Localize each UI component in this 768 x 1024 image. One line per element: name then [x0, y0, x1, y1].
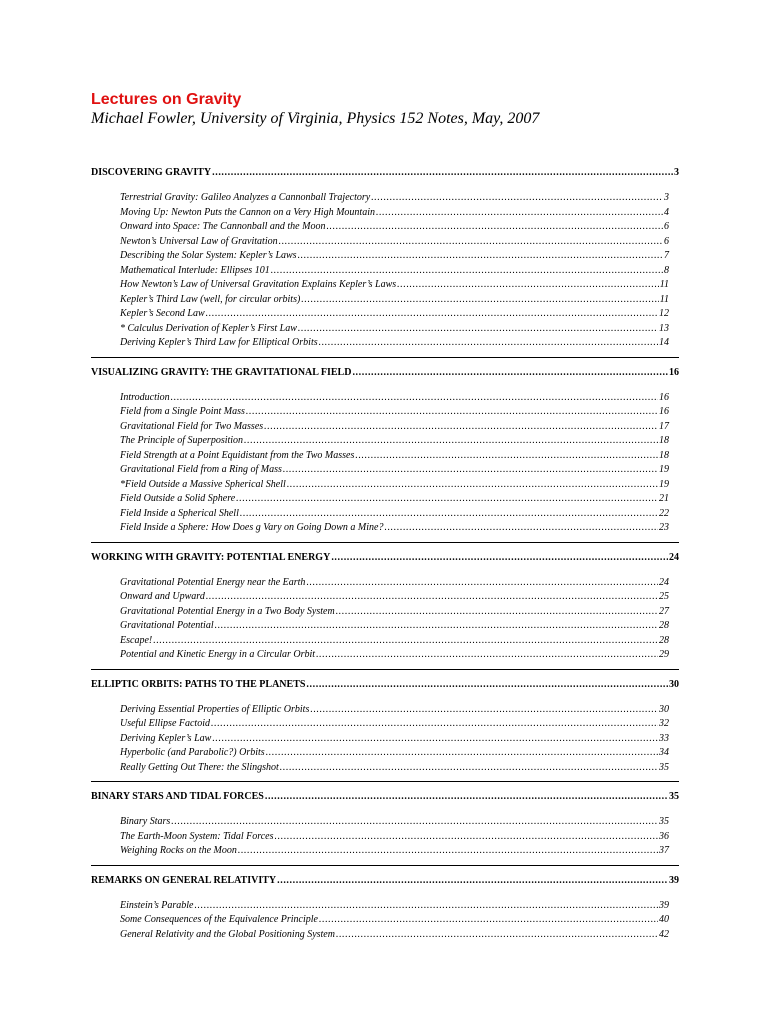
toc-subsection-entry[interactable]	[91, 648, 679, 663]
toc-leader-dots	[206, 590, 658, 605]
toc-subsection-entry[interactable]	[91, 844, 679, 859]
toc-leader-dots	[355, 449, 658, 464]
toc-leader-dots	[266, 746, 658, 761]
toc-subsection-title: Einstein’s Parable	[120, 899, 194, 911]
toc-subsection-entry[interactable]	[91, 307, 679, 322]
toc-subsection-page: 23	[659, 522, 669, 533]
toc-subsection-page: 40	[659, 914, 669, 925]
toc-leader-dots	[319, 336, 658, 351]
section-divider	[91, 357, 679, 358]
toc-leader-dots	[331, 551, 668, 565]
toc-subsection-title: Deriving Essential Properties of Elliptic Orbits	[120, 703, 310, 715]
toc-subsection-title: Gravitational Field from a Ring of Mass	[120, 464, 282, 475]
toc-subsection-title: Field Strength at a Point Equidistant from the Two Masses	[120, 449, 355, 461]
document-title: Lectures on Gravity	[91, 91, 242, 108]
toc-subsection-title: Onward and Upward	[120, 591, 205, 602]
toc-chapter-page: 16	[669, 366, 679, 378]
toc-subsection-entry[interactable]	[91, 619, 679, 634]
toc-subsection-title: Really Getting Out There: the Slingshot	[120, 761, 279, 773]
toc-subsection-page: 27	[659, 605, 669, 617]
toc-subsection-title: Field Outside a Solid Sphere	[120, 493, 236, 504]
toc-subsection-title: Gravitational Field for Two Masses	[120, 420, 264, 432]
toc-subsection-page: 24	[659, 576, 669, 588]
toc-chapter-page: 30	[669, 678, 679, 690]
toc-subsection-entry[interactable]	[91, 264, 679, 279]
toc-leader-dots	[298, 249, 663, 264]
toc-leader-dots	[271, 264, 663, 279]
toc-leader-dots	[171, 391, 658, 406]
toc-subsection-title: Kepler’s Second Law	[120, 308, 205, 319]
toc-subsection-page: 13	[659, 322, 669, 334]
toc-subsection-page: 28	[659, 620, 669, 631]
toc-subsection-title: Onward into Space: The Cannonball and the Moon	[120, 221, 326, 232]
toc-subsection-entry[interactable]	[91, 521, 679, 536]
toc-subsection-page: 35	[659, 761, 669, 773]
toc-leader-dots	[244, 434, 658, 449]
toc-leader-dots	[279, 235, 663, 250]
toc-subsection-entry[interactable]	[91, 449, 679, 464]
toc-leader-dots	[376, 206, 663, 221]
toc-subsection-entry[interactable]	[91, 507, 679, 522]
toc-subsection-page: 18	[659, 449, 669, 461]
toc-chapter-entry[interactable]	[91, 551, 679, 565]
toc-leader-dots	[236, 492, 658, 507]
toc-subsection-entry[interactable]	[91, 235, 679, 250]
toc-chapter-page: 39	[669, 874, 679, 886]
toc-chapter-page: 3	[674, 167, 679, 178]
toc-subsection-entry[interactable]	[91, 899, 679, 914]
toc-subsection-entry[interactable]	[91, 478, 679, 493]
toc-subsection-page: 21	[659, 493, 669, 504]
toc-chapter-entry[interactable]	[91, 166, 679, 180]
toc-leader-dots	[206, 307, 658, 322]
toc-subsection-entry[interactable]	[91, 576, 679, 591]
toc-subsection-title: Some Consequences of the Equivalence Principle	[120, 914, 318, 925]
toc-subsection-entry[interactable]	[91, 391, 679, 406]
toc-subsection-entry[interactable]	[91, 420, 679, 435]
section-divider	[91, 781, 679, 782]
toc-leader-dots	[171, 815, 658, 830]
toc-subsection-title: Gravitational Potential Energy in a Two Body System	[120, 605, 335, 617]
toc-subsection-entry[interactable]	[91, 278, 679, 293]
toc-leader-dots	[336, 928, 658, 943]
toc-subsection-title: Hyperbolic (and Parabolic?) Orbits	[120, 747, 265, 758]
toc-subsection-entry[interactable]	[91, 830, 679, 845]
toc-subsection-title: Binary Stars	[120, 816, 171, 827]
toc-subsection-page: 28	[659, 634, 669, 646]
toc-leader-dots	[280, 761, 658, 776]
toc-subsection-title: General Relativity and the Global Positioning System	[120, 928, 335, 940]
toc-subsection-page: 19	[659, 464, 669, 475]
toc-subsection-page: 35	[659, 816, 669, 827]
toc-chapter-entry[interactable]	[91, 678, 679, 692]
toc-subsection-title: Mathematical Interlude: Ellipses 101	[120, 264, 270, 276]
toc-subsection-entry[interactable]	[91, 732, 679, 747]
toc-leader-dots	[326, 220, 663, 235]
toc-leader-dots	[264, 420, 658, 435]
toc-subsection-entry[interactable]	[91, 249, 679, 264]
toc-chapter-title: ELLIPTIC ORBITS: PATHS TO THE PLANETS	[91, 678, 306, 690]
toc-subsection-title: Potential and Kinetic Energy in a Circular Orbit	[120, 649, 316, 660]
toc-subsection-title: Gravitational Potential Energy near the Earth	[120, 576, 306, 588]
toc-subsection-page: 17	[659, 420, 669, 432]
toc-leader-dots	[238, 844, 658, 859]
toc-leader-dots	[194, 899, 658, 914]
toc-chapter-title: WORKING WITH GRAVITY: POTENTIAL ENERGY	[91, 551, 331, 563]
toc-subsection-page: 4	[664, 206, 669, 218]
toc-subsection-title: Field Inside a Sphere: How Does g Vary on Going Down a Mine?	[120, 522, 384, 533]
toc-subsection-title: The Principle of Superposition	[120, 435, 244, 446]
toc-leader-dots	[352, 366, 668, 380]
toc-subsection-title: Escape!	[120, 634, 153, 646]
toc-leader-dots	[310, 703, 658, 718]
toc-subsection-page: 37	[659, 845, 669, 856]
toc-subsection-entry[interactable]	[91, 703, 679, 718]
toc-subsection-entry[interactable]	[91, 322, 679, 337]
toc-leader-dots	[215, 619, 658, 634]
toc-subsection-entry[interactable]	[91, 913, 679, 928]
toc-leader-dots	[306, 576, 658, 591]
toc-subsection-title: Kepler’s Third Law (well, for circular orbits)	[120, 293, 301, 305]
toc-subsection-page: 19	[659, 478, 669, 490]
toc-leader-dots	[211, 717, 658, 732]
toc-subsection-title: Field Inside a Spherical Shell	[120, 507, 239, 519]
table-of-contents	[91, 166, 679, 950]
toc-leader-dots	[265, 790, 668, 804]
toc-subsection-title: *Field Outside a Massive Spherical Shell	[120, 478, 286, 490]
toc-subsection-entry[interactable]	[91, 405, 679, 420]
toc-leader-dots	[397, 278, 659, 293]
toc-section	[91, 874, 679, 943]
toc-section	[91, 678, 679, 783]
toc-leader-dots	[316, 648, 658, 663]
toc-subsection-entry[interactable]	[91, 815, 679, 830]
toc-subsection-entry[interactable]	[91, 293, 679, 308]
toc-leader-dots	[240, 507, 658, 522]
toc-subsection-title: Terrestrial Gravity: Galileo Analyzes a Cannonball Trajectory	[120, 192, 371, 203]
toc-chapter-entry[interactable]	[91, 790, 679, 804]
toc-subsection-page: 11	[659, 279, 669, 290]
toc-subsection-page: 16	[659, 406, 669, 417]
toc-subsection-entry[interactable]	[91, 206, 679, 221]
toc-subsection-page: 32	[659, 718, 669, 729]
toc-subsection-page: 39	[659, 899, 669, 911]
toc-chapter-title: BINARY STARS AND TIDAL FORCES	[91, 791, 264, 802]
toc-subsection-title: Weighing Rocks on the Moon	[120, 845, 237, 856]
toc-subsection-page: 6	[664, 221, 669, 232]
toc-subsection-page: 33	[659, 732, 669, 744]
section-divider	[91, 669, 679, 670]
toc-leader-dots	[275, 830, 658, 845]
toc-leader-dots	[287, 478, 658, 493]
toc-subsection-entry[interactable]	[91, 492, 679, 507]
toc-subsection-page: 25	[659, 591, 669, 602]
toc-subsection-entry[interactable]	[91, 336, 679, 351]
toc-leader-dots	[246, 405, 658, 420]
toc-subsection-page: 36	[659, 830, 669, 842]
document-subtitle: Michael Fowler, University of Virginia, Physics 152 Notes, May, 2007	[91, 110, 540, 127]
toc-leader-dots	[153, 634, 658, 649]
toc-subsection-entry[interactable]	[91, 220, 679, 235]
toc-subsection-page: 12	[659, 308, 669, 319]
toc-subsection-title: Newton’s Universal Law of Gravitation	[120, 235, 278, 247]
toc-subsection-title: The Earth-Moon System: Tidal Forces	[120, 830, 274, 842]
toc-subsection-title: Gravitational Potential	[120, 620, 214, 631]
toc-subsection-entry[interactable]	[91, 605, 679, 620]
toc-leader-dots	[212, 166, 673, 180]
toc-subsection-page: 18	[659, 435, 669, 446]
toc-chapter-entry[interactable]	[91, 874, 679, 888]
toc-chapter-page: 24	[669, 551, 679, 563]
toc-subsection-page: 22	[659, 507, 669, 519]
toc-section	[91, 366, 679, 543]
toc-leader-dots	[283, 463, 658, 478]
toc-subsection-entry[interactable]	[91, 191, 679, 206]
toc-subsection-title: Useful Ellipse Factoid	[120, 718, 210, 729]
toc-chapter-title: VISUALIZING GRAVITY: THE GRAVITATIONAL FIELD	[91, 366, 352, 378]
toc-chapter-page: 35	[669, 791, 679, 802]
toc-section	[91, 166, 679, 358]
toc-leader-dots	[301, 293, 658, 308]
toc-subsection-page: 29	[659, 649, 669, 660]
toc-subsection-entry[interactable]	[91, 590, 679, 605]
toc-subsection-title: Deriving Kepler’s Law	[120, 732, 212, 744]
toc-section	[91, 551, 679, 670]
toc-subsection-page: 7	[664, 250, 669, 261]
toc-subsection-page: 3	[664, 192, 669, 203]
toc-subsection-title: * Calculus Derivation of Kepler’s First Law	[120, 322, 297, 334]
toc-subsection-page: 16	[659, 391, 669, 403]
toc-subsection-page: 30	[659, 703, 669, 715]
toc-leader-dots	[371, 191, 663, 206]
toc-subsection-entry[interactable]	[91, 434, 679, 449]
toc-subsection-entry[interactable]	[91, 761, 679, 776]
toc-leader-dots	[306, 678, 668, 692]
toc-leader-dots	[212, 732, 658, 747]
toc-subsection-page: 6	[664, 235, 669, 247]
toc-section	[91, 790, 679, 866]
toc-leader-dots	[319, 913, 658, 928]
toc-subsection-page: 14	[659, 337, 669, 348]
toc-subsection-title: Moving Up: Newton Puts the Cannon on a Very High Mountain	[120, 206, 375, 218]
toc-subsection-entry[interactable]	[91, 717, 679, 732]
toc-subsection-title: How Newton’s Law of Universal Gravitation Explains Kepler’s Laws	[120, 279, 397, 290]
toc-leader-dots	[277, 874, 668, 888]
toc-chapter-title: REMARKS ON GENERAL RELATIVITY	[91, 874, 277, 886]
section-divider	[91, 865, 679, 866]
toc-subsection-page: 42	[659, 928, 669, 940]
toc-subsection-page: 8	[664, 264, 669, 276]
toc-chapter-title: DISCOVERING GRAVITY	[91, 167, 212, 178]
toc-subsection-entry[interactable]	[91, 463, 679, 478]
toc-leader-dots	[384, 521, 658, 536]
toc-subsection-title: Describing the Solar System: Kepler’s Laws	[120, 250, 297, 261]
toc-subsection-title: Introduction	[120, 391, 170, 403]
toc-leader-dots	[298, 322, 658, 337]
toc-subsection-title: Deriving Kepler’s Third Law for Elliptical Orbits	[120, 337, 318, 348]
toc-leader-dots	[336, 605, 658, 620]
toc-subsection-entry[interactable]	[91, 746, 679, 761]
toc-subsection-title: Field from a Single Point Mass	[120, 406, 245, 417]
toc-subsection-entry[interactable]	[91, 928, 679, 943]
toc-subsection-entry[interactable]	[91, 634, 679, 649]
toc-subsection-page: 11	[659, 293, 669, 305]
toc-subsection-page: 34	[659, 747, 669, 758]
section-divider	[91, 542, 679, 543]
toc-chapter-entry[interactable]	[91, 366, 679, 380]
